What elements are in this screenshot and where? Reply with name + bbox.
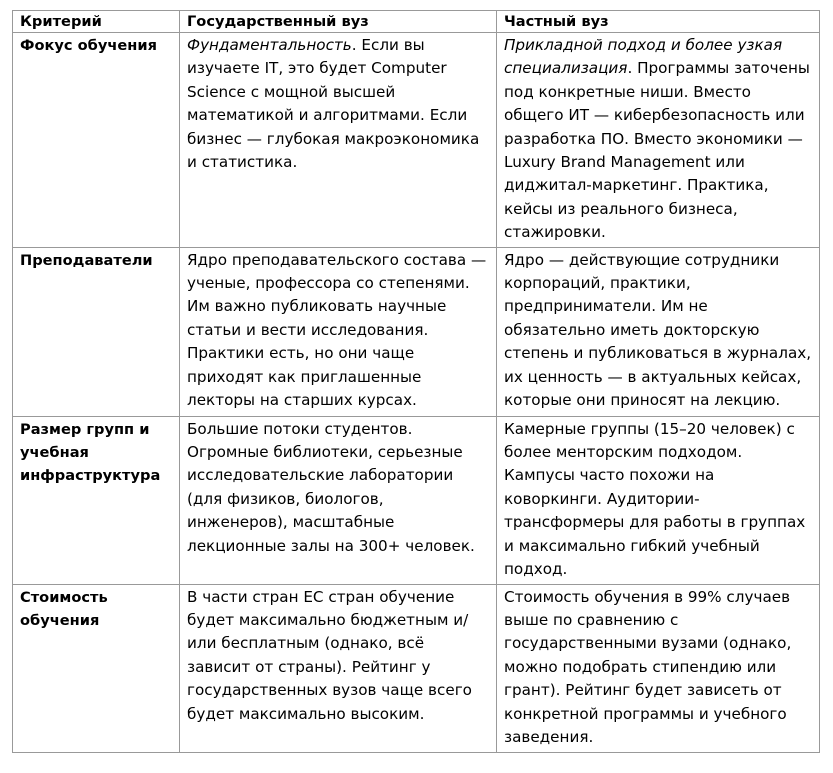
header-state-university: Государственный вуз <box>180 11 497 33</box>
private-cell: Ядро — действующие сотрудники корпораций, практики, предприниматели. Им не обязательно иметь докторскую степень и публиковаться в журналах, их ценность — в актуальных кейсах, которые они приносят на лекцию. <box>497 247 820 416</box>
header-private-university: Частный вуз <box>497 11 820 33</box>
table-header-row <box>13 11 820 33</box>
state-cell: Большие потоки студентов. Огромные библиотеки, серьезные исследовательские лаборатории (для физиков, биологов, инженеров), масштабные лекционные залы на 300+ человек. <box>180 416 497 584</box>
header-criterion: Критерий <box>13 11 180 33</box>
criterion-cell: Преподаватели <box>13 247 180 416</box>
private-cell <box>497 33 820 248</box>
criterion-cell: Стоимость обучения <box>13 584 180 752</box>
document-page <box>12 10 820 753</box>
private-cell: Камерные группы (15–20 человек) с более менторским подходом. Кампусы часто похожи на коворкинги. Аудитории-трансформеры для работы в группах и максимально гибкий учебный подход. <box>497 416 820 584</box>
state-cell <box>180 33 497 248</box>
private-cell: Стоимость обучения в 99% случаев выше по сравнению с государственными вузами (однако, можно подобрать стипендию или грант). Рейтинг будет зависеть от конкретной программы и учебного заведения. <box>497 584 820 752</box>
private-emphasis: Прикладной подход и более узкая специализация <box>504 36 783 78</box>
criterion-cell: Размер групп и учебная инфраструктура <box>13 416 180 584</box>
state-emphasis: Фундаментальность <box>187 36 352 54</box>
comparison-table <box>12 10 820 753</box>
state-cell: В части стран ЕС стран обучение будет максимально бюджетным и/или бесплатным (однако, всё зависит от страны). Рейтинг у государственных вузов чаще всего будет максимально высоким. <box>180 584 497 752</box>
state-text: . Если вы изучаете IT, это будет Computer Science с мощной высшей математикой и алгоритмами. Если бизнес — глубокая макроэкономика и статистика. <box>187 36 480 172</box>
table-row <box>13 416 820 584</box>
table-row <box>13 584 820 752</box>
table-row <box>13 33 820 248</box>
private-text: . Программы заточены под конкретные ниши. Вместо общего ИТ — кибербезопасность или разработка ПО. Вместо экономики — Luxury Brand Management или диджитал-маркетинг. Практика, кейсы из реального бизнеса, стажировки. <box>504 59 810 242</box>
criterion-cell: Фокус обучения <box>13 33 180 248</box>
state-cell: Ядро преподавательского состава — ученые, профессора со степенями. Им важно публиковать научные статьи и вести исследования. Практики есть, но они чаще приходят как приглашенные лекторы на старших курсах. <box>180 247 497 416</box>
table-row <box>13 247 820 416</box>
